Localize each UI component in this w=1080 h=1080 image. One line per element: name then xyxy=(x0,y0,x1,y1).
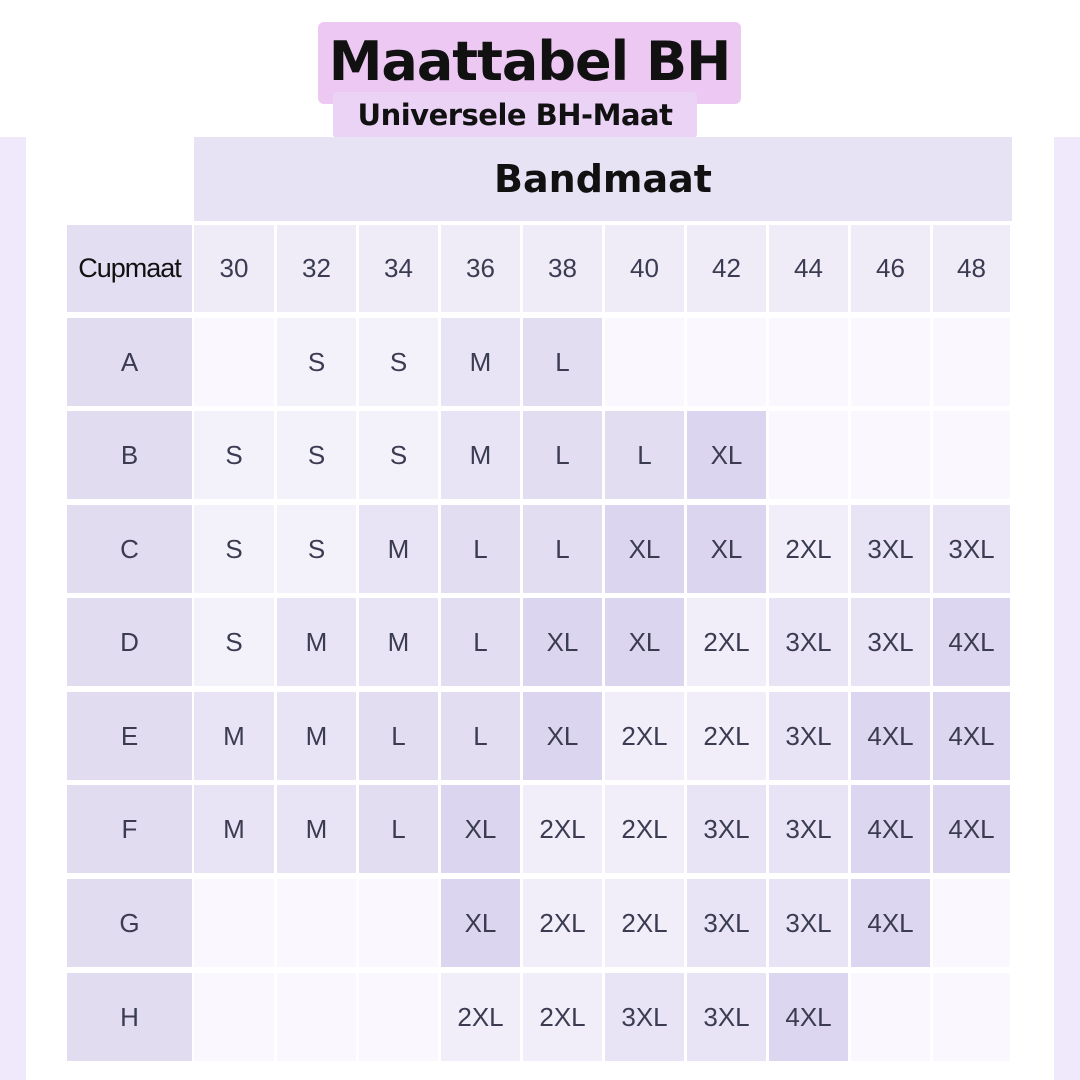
band-size-44: 44 xyxy=(769,225,848,312)
size-cell xyxy=(277,973,356,1061)
size-cell: XL xyxy=(523,598,602,686)
cup-size-label: Cupmaat xyxy=(67,225,192,312)
band-size-38: 38 xyxy=(523,225,602,312)
band-size-34: 34 xyxy=(359,225,438,312)
size-cell: L xyxy=(441,505,520,593)
size-cell xyxy=(277,879,356,967)
size-cell: 2XL xyxy=(687,598,766,686)
cup-size-A: A xyxy=(67,318,192,406)
band-size-32: 32 xyxy=(277,225,356,312)
size-cell: M xyxy=(359,598,438,686)
size-cell: 3XL xyxy=(851,505,930,593)
cup-size-H: H xyxy=(67,973,192,1061)
size-cell: L xyxy=(359,692,438,780)
size-cell xyxy=(851,318,930,406)
size-cell: L xyxy=(523,411,602,499)
size-cell: 3XL xyxy=(769,598,848,686)
size-cell: XL xyxy=(605,598,684,686)
size-cell xyxy=(769,411,848,499)
size-cell: 3XL xyxy=(851,598,930,686)
cup-size-C: C xyxy=(67,505,192,593)
cup-size-B: B xyxy=(67,411,192,499)
size-cell: M xyxy=(359,505,438,593)
cup-size-F: F xyxy=(67,785,192,873)
size-cell: 2XL xyxy=(605,879,684,967)
band-size-48: 48 xyxy=(933,225,1010,312)
size-cell xyxy=(933,973,1010,1061)
size-cell xyxy=(194,879,274,967)
size-cell: M xyxy=(277,785,356,873)
size-cell: 4XL xyxy=(933,785,1010,873)
size-cell xyxy=(194,973,274,1061)
size-cell: 3XL xyxy=(687,973,766,1061)
size-cell: L xyxy=(441,598,520,686)
cup-size-D: D xyxy=(67,598,192,686)
size-cell: S xyxy=(277,505,356,593)
size-cell: S xyxy=(277,318,356,406)
size-cell: M xyxy=(277,598,356,686)
size-cell: 2XL xyxy=(441,973,520,1061)
size-cell: 4XL xyxy=(933,598,1010,686)
size-cell: 3XL xyxy=(769,879,848,967)
size-cell xyxy=(359,973,438,1061)
size-cell: 2XL xyxy=(687,692,766,780)
size-cell: L xyxy=(523,318,602,406)
size-cell: 4XL xyxy=(769,973,848,1061)
size-cell: L xyxy=(441,692,520,780)
size-cell xyxy=(933,411,1010,499)
size-cell xyxy=(605,318,684,406)
band-size-header: Bandmaat xyxy=(194,137,1012,221)
size-cell: M xyxy=(441,411,520,499)
size-cell: XL xyxy=(687,505,766,593)
size-cell xyxy=(851,411,930,499)
size-cell: S xyxy=(194,411,274,499)
size-cell: 2XL xyxy=(523,973,602,1061)
size-cell: 3XL xyxy=(605,973,684,1061)
size-cell: L xyxy=(605,411,684,499)
size-cell: M xyxy=(441,318,520,406)
size-cell: S xyxy=(359,318,438,406)
size-cell: XL xyxy=(441,785,520,873)
size-cell: 4XL xyxy=(933,692,1010,780)
size-cell xyxy=(933,879,1010,967)
size-cell: S xyxy=(277,411,356,499)
size-cell: 3XL xyxy=(687,879,766,967)
page-title: Maattabel BH xyxy=(328,29,731,93)
size-cell: 3XL xyxy=(933,505,1010,593)
right-side-strip xyxy=(1054,137,1080,1080)
size-cell: 3XL xyxy=(769,785,848,873)
size-cell: 4XL xyxy=(851,785,930,873)
cup-size-E: E xyxy=(67,692,192,780)
size-cell xyxy=(359,879,438,967)
size-cell: 2XL xyxy=(769,505,848,593)
size-cell: S xyxy=(194,598,274,686)
size-cell: XL xyxy=(523,692,602,780)
size-cell: 4XL xyxy=(851,879,930,967)
size-cell: L xyxy=(359,785,438,873)
page-subtitle: Universele BH-Maat xyxy=(357,98,673,132)
size-cell xyxy=(687,318,766,406)
size-cell: 3XL xyxy=(769,692,848,780)
size-cell: 2XL xyxy=(605,785,684,873)
size-cell: 3XL xyxy=(687,785,766,873)
size-cell: 4XL xyxy=(851,692,930,780)
size-cell: XL xyxy=(605,505,684,593)
size-cell xyxy=(194,318,274,406)
band-size-30: 30 xyxy=(194,225,274,312)
size-cell xyxy=(851,973,930,1061)
size-cell xyxy=(933,318,1010,406)
cup-size-G: G xyxy=(67,879,192,967)
band-size-42: 42 xyxy=(687,225,766,312)
band-size-36: 36 xyxy=(441,225,520,312)
size-cell: S xyxy=(194,505,274,593)
size-cell: XL xyxy=(441,879,520,967)
band-size-40: 40 xyxy=(605,225,684,312)
size-cell: S xyxy=(359,411,438,499)
size-cell: M xyxy=(194,785,274,873)
size-cell: M xyxy=(277,692,356,780)
band-size-46: 46 xyxy=(851,225,930,312)
size-cell xyxy=(769,318,848,406)
size-cell: 2XL xyxy=(605,692,684,780)
size-cell: 2XL xyxy=(523,879,602,967)
size-cell: L xyxy=(523,505,602,593)
size-cell: 2XL xyxy=(523,785,602,873)
size-cell: M xyxy=(194,692,274,780)
left-side-strip xyxy=(0,137,26,1080)
size-cell: XL xyxy=(687,411,766,499)
